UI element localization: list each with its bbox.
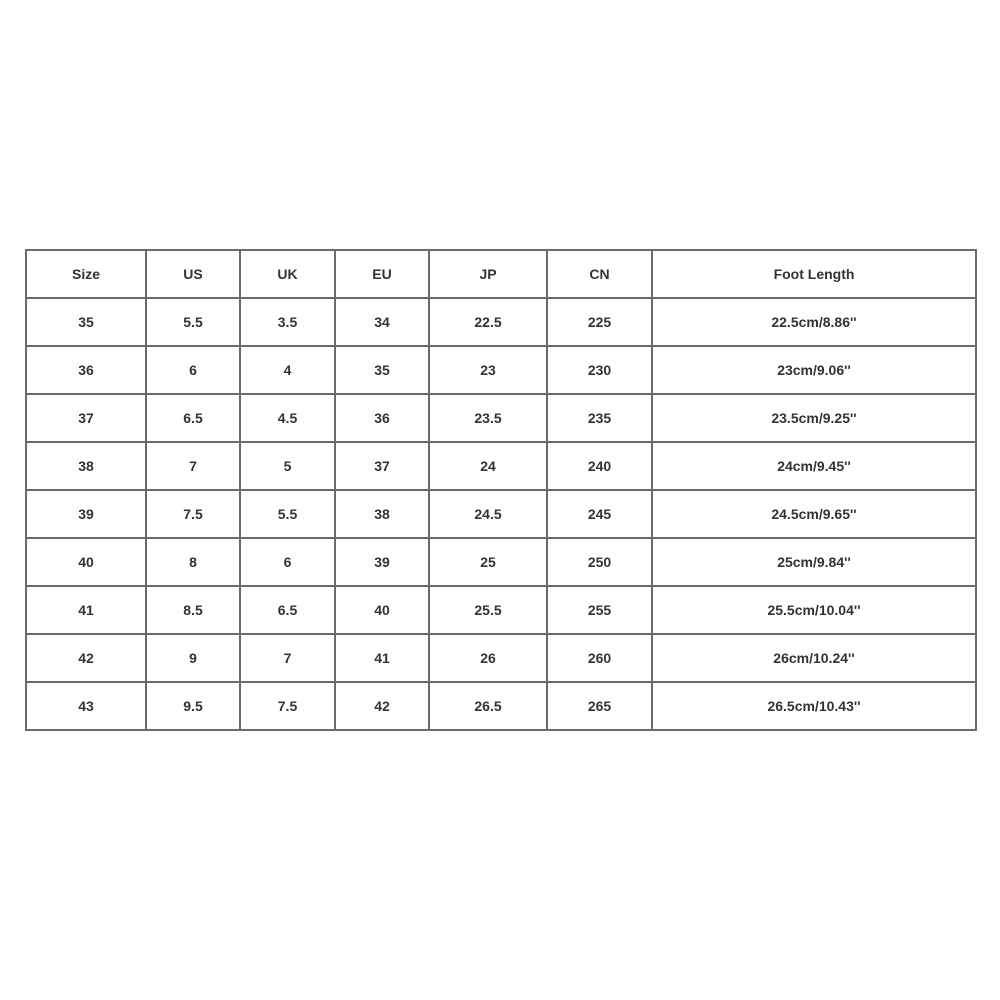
cell-us: 7 bbox=[146, 442, 240, 490]
cell-us: 7.5 bbox=[146, 490, 240, 538]
cell-jp: 25 bbox=[429, 538, 547, 586]
cell-cn: 230 bbox=[547, 346, 652, 394]
cell-jp: 23.5 bbox=[429, 394, 547, 442]
cell-foot-length: 23.5cm/9.25'' bbox=[652, 394, 976, 442]
table-row bbox=[26, 538, 976, 586]
cell-cn: 250 bbox=[547, 538, 652, 586]
cell-size: 39 bbox=[26, 490, 146, 538]
header-row bbox=[26, 250, 976, 298]
cell-us: 6.5 bbox=[146, 394, 240, 442]
header-uk: UK bbox=[240, 250, 335, 298]
cell-jp: 24 bbox=[429, 442, 547, 490]
cell-cn: 245 bbox=[547, 490, 652, 538]
header-eu: EU bbox=[335, 250, 429, 298]
cell-uk: 7.5 bbox=[240, 682, 335, 730]
table-row bbox=[26, 394, 976, 442]
cell-uk: 4.5 bbox=[240, 394, 335, 442]
cell-eu: 36 bbox=[335, 394, 429, 442]
cell-foot-length: 26cm/10.24'' bbox=[652, 634, 976, 682]
header-cn: CN bbox=[547, 250, 652, 298]
cell-eu: 35 bbox=[335, 346, 429, 394]
cell-eu: 38 bbox=[335, 490, 429, 538]
cell-cn: 240 bbox=[547, 442, 652, 490]
cell-size: 35 bbox=[26, 298, 146, 346]
cell-size: 37 bbox=[26, 394, 146, 442]
header-us: US bbox=[146, 250, 240, 298]
cell-jp: 22.5 bbox=[429, 298, 547, 346]
cell-uk: 3.5 bbox=[240, 298, 335, 346]
table-body bbox=[26, 298, 976, 730]
table-row bbox=[26, 682, 976, 730]
cell-foot-length: 25.5cm/10.04'' bbox=[652, 586, 976, 634]
cell-foot-length: 24cm/9.45'' bbox=[652, 442, 976, 490]
cell-cn: 235 bbox=[547, 394, 652, 442]
cell-us: 5.5 bbox=[146, 298, 240, 346]
table-row bbox=[26, 586, 976, 634]
cell-size: 41 bbox=[26, 586, 146, 634]
cell-us: 9 bbox=[146, 634, 240, 682]
cell-cn: 225 bbox=[547, 298, 652, 346]
cell-size: 36 bbox=[26, 346, 146, 394]
table-row bbox=[26, 346, 976, 394]
cell-foot-length: 22.5cm/8.86'' bbox=[652, 298, 976, 346]
cell-eu: 42 bbox=[335, 682, 429, 730]
cell-size: 42 bbox=[26, 634, 146, 682]
cell-jp: 23 bbox=[429, 346, 547, 394]
cell-eu: 37 bbox=[335, 442, 429, 490]
header-size: Size bbox=[26, 250, 146, 298]
cell-uk: 6.5 bbox=[240, 586, 335, 634]
cell-jp: 25.5 bbox=[429, 586, 547, 634]
cell-size: 43 bbox=[26, 682, 146, 730]
cell-cn: 255 bbox=[547, 586, 652, 634]
table-row bbox=[26, 442, 976, 490]
cell-jp: 26 bbox=[429, 634, 547, 682]
cell-cn: 260 bbox=[547, 634, 652, 682]
table-row bbox=[26, 298, 976, 346]
cell-foot-length: 24.5cm/9.65'' bbox=[652, 490, 976, 538]
cell-uk: 4 bbox=[240, 346, 335, 394]
table-row bbox=[26, 490, 976, 538]
cell-uk: 5 bbox=[240, 442, 335, 490]
cell-us: 8 bbox=[146, 538, 240, 586]
cell-jp: 26.5 bbox=[429, 682, 547, 730]
cell-uk: 7 bbox=[240, 634, 335, 682]
cell-eu: 34 bbox=[335, 298, 429, 346]
cell-foot-length: 25cm/9.84'' bbox=[652, 538, 976, 586]
cell-eu: 39 bbox=[335, 538, 429, 586]
cell-eu: 41 bbox=[335, 634, 429, 682]
cell-eu: 40 bbox=[335, 586, 429, 634]
cell-foot-length: 26.5cm/10.43'' bbox=[652, 682, 976, 730]
cell-uk: 5.5 bbox=[240, 490, 335, 538]
size-chart-table bbox=[25, 249, 977, 731]
cell-size: 38 bbox=[26, 442, 146, 490]
cell-us: 8.5 bbox=[146, 586, 240, 634]
cell-us: 9.5 bbox=[146, 682, 240, 730]
cell-jp: 24.5 bbox=[429, 490, 547, 538]
table-header bbox=[26, 250, 976, 298]
cell-size: 40 bbox=[26, 538, 146, 586]
cell-uk: 6 bbox=[240, 538, 335, 586]
header-foot-length: Foot Length bbox=[652, 250, 976, 298]
cell-us: 6 bbox=[146, 346, 240, 394]
header-jp: JP bbox=[429, 250, 547, 298]
cell-foot-length: 23cm/9.06'' bbox=[652, 346, 976, 394]
cell-cn: 265 bbox=[547, 682, 652, 730]
table-row bbox=[26, 634, 976, 682]
